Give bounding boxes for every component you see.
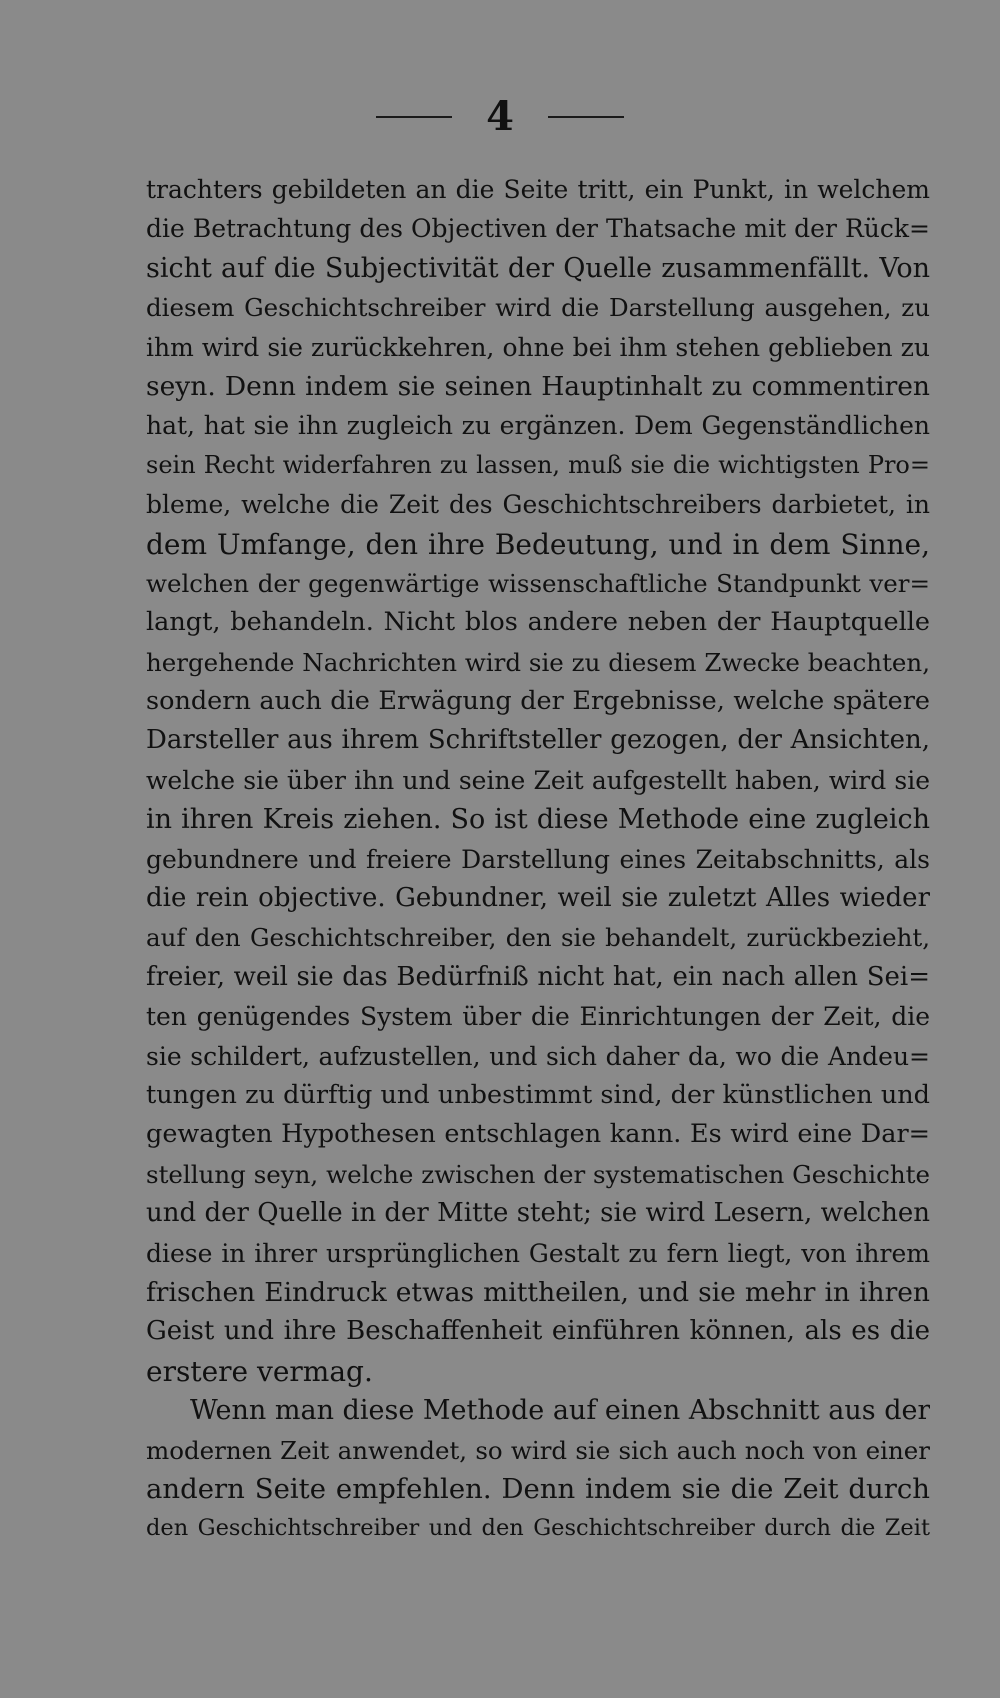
text-line: modernen Zeit anwendet, so wird sie sich auch noch von einer [146, 1435, 930, 1465]
text-line-paragraph-end: erstere vermag. [146, 1354, 373, 1388]
text-line: ten genügendes System über die Einrichtungen der Zeit, die [146, 1002, 930, 1032]
header-rule-left [376, 116, 452, 118]
text-line: sie schildert, aufzustellen, und sich daher da, wo die Andeu= [146, 1041, 930, 1071]
text-line: langt, behandeln. Nicht blos andere neben der Hauptquelle [146, 607, 930, 638]
text-line: seyn. Denn indem sie seinen Hauptinhalt zu commentiren [146, 370, 930, 402]
text-line: welchen der gegenwärtige wissenschaftliche Standpunkt ver= [146, 568, 930, 598]
body-text [146, 170, 930, 1549]
text-line: hat, hat sie ihn zugleich zu ergänzen. Dem Gegenständlichen [146, 411, 930, 441]
text-line-paragraph-start: Wenn man diese Methode auf einen Abschnitt aus der [190, 1395, 930, 1427]
text-line: bleme, welche die Zeit des Geschichtschreibers darbietet, in [146, 490, 930, 520]
text-line: Darsteller aus ihrem Schriftsteller gezogen, der Ansichten, [146, 725, 930, 756]
text-line: diese in ihrer ursprünglichen Gestalt zu fern liegt, von ihrem [146, 1238, 930, 1268]
text-line: andern Seite empfehlen. Denn indem sie die Zeit durch [146, 1472, 930, 1505]
text-line: Geist und ihre Beschaffenheit einführen können, als es die [146, 1316, 930, 1347]
text-line: trachters gebildeten an die Seite tritt, ein Punkt, in welchem [146, 175, 930, 204]
text-line: freier, weil sie das Bedürfniß nicht hat, ein nach allen Sei= [146, 961, 930, 992]
page-header [0, 92, 1000, 142]
text-line: dem Umfange, den ihre Bedeutung, und in dem Sinne, [146, 527, 930, 561]
text-line: ihm wird sie zurückkehren, ohne bei ihm stehen geblieben zu [146, 332, 930, 362]
text-line: welche sie über ihn und seine Zeit aufgestellt haben, wird sie [146, 765, 930, 795]
text-line: in ihren Kreis ziehen. So ist diese Methode eine zugleich [146, 804, 930, 836]
text-line: frischen Eindruck etwas mittheilen, und sie mehr in ihren [146, 1276, 930, 1308]
text-line: gewagten Hypothesen entschlagen kann. Es wird eine Dar= [146, 1119, 930, 1150]
text-line: sondern auch die Erwägung der Ergebnisse, welche spätere [146, 686, 930, 717]
header-rule-right [548, 116, 624, 118]
text-line: gebundnere und freiere Darstellung eines Zeitabschnitts, als [146, 844, 930, 874]
text-line: den Geschichtschreiber und den Geschichtschreiber durch die Zeit [146, 1515, 930, 1542]
text-line: sein Recht widerfahren zu lassen, muß sie die wichtigsten Pro= [146, 450, 930, 479]
page-number: 4 [486, 93, 514, 140]
text-line: auf den Geschichtschreiber, den sie behandelt, zurückbezieht, [146, 923, 930, 953]
text-line: stellung seyn, welche zwischen der systematischen Geschichte [146, 1159, 930, 1189]
text-line: die Betrachtung des Objectiven der Thatsache mit der Rück= [146, 214, 930, 244]
text-line: und der Quelle in der Mitte steht; sie wird Lesern, welchen [146, 1198, 930, 1229]
text-line: tungen zu dürftig und unbestimmt sind, der künstlichen und [146, 1079, 930, 1110]
text-line: diesem Geschichtschreiber wird die Darstellung ausgehen, zu [146, 293, 930, 323]
text-line: hergehende Nachrichten wird sie zu diesem Zwecke beachten, [146, 647, 930, 677]
text-line: die rein objective. Gebundner, weil sie zuletzt Alles wieder [146, 883, 930, 914]
text-line: sicht auf die Subjectivität der Quelle zusammenfällt. Von [146, 252, 930, 284]
